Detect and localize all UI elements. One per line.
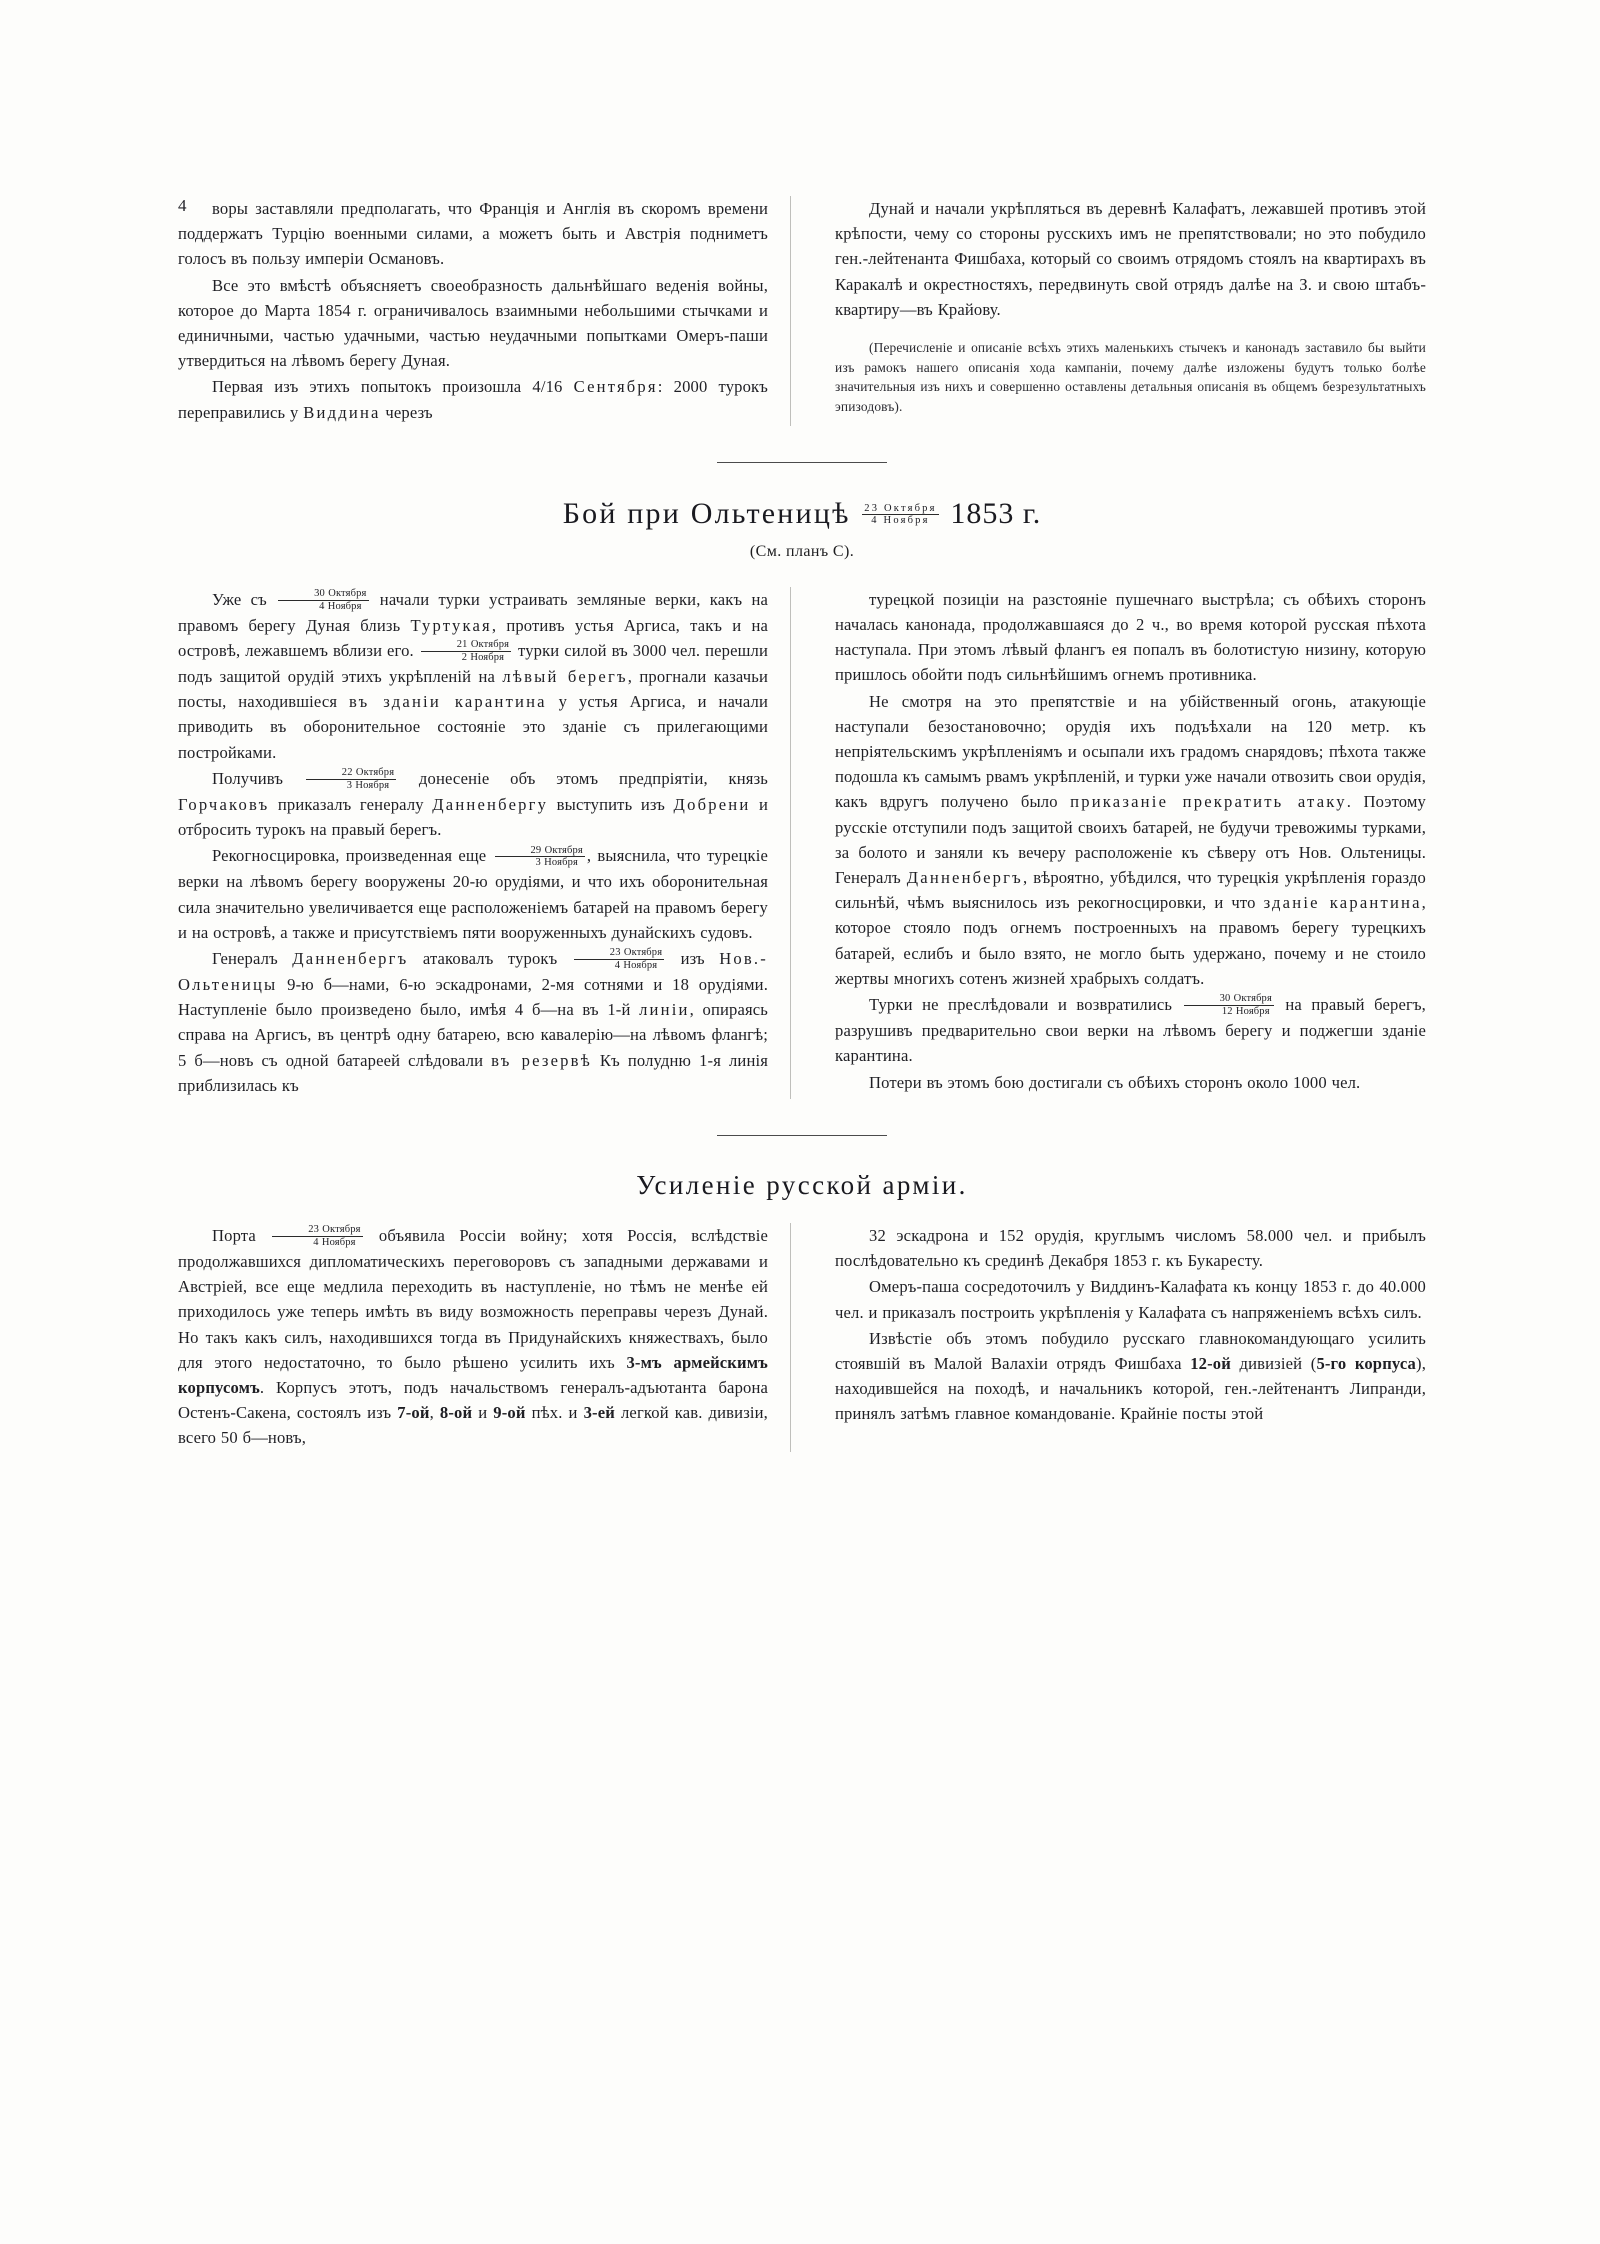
bold-term: 8-ой — [439, 1403, 473, 1423]
paragraph — [178, 374, 768, 424]
text-run: 9-ю б—нами, 6-ю эскадронами, 2-мя сотнями и 18 орудіями. Наступленіе было произведено было, имѣя 4 б—на въ 1-й — [178, 974, 769, 1020]
text-run: турки силой въ 3000 чел. перешли подъ защитой орудій этихъ укрѣпленій на — [178, 641, 769, 687]
date-fraction — [574, 947, 664, 971]
date-fraction-denominator: 4 Ноября — [871, 515, 930, 527]
text-run: Турки не преслѣдовали и возвратились — [869, 995, 1182, 1015]
date-fraction-denominator: 2 Ноября — [461, 651, 505, 663]
text-run: Получивъ — [212, 768, 304, 788]
text-run: Омеръ-паша сосредоточилъ у Виддинъ-Калафата къ концу 1853 г. до 40.000 чел. и приказалъ построить укрѣпленія у Калафата съ напряженіемъ всѣхъ силъ. — [835, 1277, 1426, 1322]
section2 — [178, 1170, 1426, 1452]
date-fraction — [495, 845, 585, 869]
plan-reference: (См. планъ С). — [749, 542, 855, 560]
text-run: и отбросить турокъ на правый берегъ. — [178, 794, 769, 840]
paragraph — [178, 587, 768, 765]
emphasised-name: Нов.-Ольтеницы — [178, 948, 769, 994]
section2-column-right — [835, 1223, 1426, 1452]
paragraph: Дунай и начали укрѣпляться въ деревнѣ Калафатъ, лежавшей противъ этой крѣпости, чему со стороны русскихъ имъ не препятствовали; но это побудило ген.-лейтенанта Фишбаха, который со своимъ отрядомъ стоялъ на квартирахъ въ Каракалѣ и окрестностяхъ, передвинуть свой отрядъ далѣе на З. и свою штабъ-квартиру—въ Крайову. — [835, 199, 1426, 319]
emphasised-name: лѣвый берегъ — [502, 667, 628, 687]
emphasised-name: приказаніе прекратить атаку — [1070, 792, 1347, 812]
emphasised-name: зданіе карантина — [1263, 893, 1422, 913]
date-fraction-denominator: 3 Ноября — [346, 779, 390, 791]
section2-column-left — [178, 1223, 791, 1452]
text-run: Потери въ этомъ бою достигали съ обѣихъ сторонъ около 1000 чел. — [869, 1072, 1361, 1092]
date-fraction-numerator: 23 Октября — [864, 503, 937, 515]
text-run: начали турки устраивать земляные верки, какъ на правомъ берегу Дуная близь — [178, 589, 769, 635]
section2-columns — [178, 1223, 1426, 1452]
paragraph: воры заставляли предполагать, что Франція и Англія въ скоромъ времени поддержатъ Турцію военными силами, а можетъ быть и Австрія подниметъ голосъ въ пользу имперіи Османовъ. — [178, 199, 769, 269]
section-divider — [717, 462, 887, 463]
text-run: у устья Аргиса, и начали приводить въ оборонительное состояніе это зданіе съ прилегающими постройками. — [178, 692, 769, 762]
emphasised-name: Сентября — [573, 377, 658, 397]
text-run: объявила Россіи войну; хотя Россія, вслѣдствіе продолжавшихся дипломатическихъ переговоровъ съ западными державами и Австріей, все еще медлила переходить въ наступленіе, но тѣмъ не менѣе ей приходилось уже теперь имѣть въ виду возможность переправы черезъ Дунай. Но такъ какъ силъ, находившихся тогда въ Придунайскихъ княжествахъ, было для этого недостаточно, то было рѣшено усилить ихъ — [178, 1225, 769, 1372]
bold-term: 3-мъ армейскимъ корпусомъ — [178, 1352, 769, 1397]
bold-term: 12-ой — [1190, 1353, 1231, 1373]
top-column-right — [835, 196, 1426, 426]
date-fraction-numerator: 21 Октября — [421, 639, 511, 651]
paragraph — [835, 992, 1426, 1068]
emphasised-name: Добрени — [673, 794, 751, 814]
page-body — [178, 196, 1426, 1452]
bold-term: 7-ой — [397, 1403, 430, 1423]
date-fraction — [306, 767, 396, 791]
section1-columns — [178, 587, 1426, 1099]
paragraph — [178, 843, 768, 945]
date-fraction-denominator: 4 Ноября — [614, 959, 658, 971]
text-run: , выяснила, что турецкіе верки на лѣвомъ берегу вооружены 20-ю орудіями, и что ихъ оборонительная сила значительно увеличивается еще расположеніемъ батарей на правомъ берегу и на островѣ, а также и присутствіемъ пяти вооруженныхъ дунайскихъ судовъ. — [178, 846, 769, 942]
text-run: : 2000 турокъ переправились у — [178, 377, 768, 422]
paragraph — [178, 946, 768, 1098]
date-fraction — [421, 639, 511, 663]
section-title-reinforcement: Усиленіе русской арміи. — [636, 1169, 968, 1200]
emphasised-name: въ зданіи карантина — [348, 692, 547, 712]
emphasised-name: Виддина — [303, 402, 381, 422]
text-run: , противъ устья Аргиса, такъ и на островѣ, лежавшемъ вблизи его. — [178, 615, 768, 661]
date-fraction — [272, 1224, 362, 1248]
text-run: Не смотря на это препятствіе и на убійственный огонь, атакующіе наступали безостановочно; орудія ихъ подъѣхали на 120 метр. къ непріятельскимъ укрѣпленіямъ и осыпали ихъ градомъ снарядовъ; пѣхота также подошла къ самымъ рвамъ укрѣпленій, и турки уже начали отвозить свои орудія, какъ вдругъ получено было — [835, 691, 1426, 812]
text-run: легкой кав. дивизіи, всего 50 б—новъ, — [178, 1403, 768, 1448]
text-run: Къ полудню 1-я линія приблизилась къ — [178, 1050, 769, 1095]
text-run: Порта — [212, 1225, 271, 1245]
text-run: , — [429, 1403, 440, 1423]
emphasised-name: въ резервѣ — [491, 1050, 592, 1070]
date-fraction-numerator: 23 Октября — [574, 947, 664, 959]
section1-column-right — [835, 587, 1426, 1099]
paragraph — [835, 1070, 1426, 1095]
date-fraction-numerator: 23 Октября — [272, 1224, 362, 1236]
footnote-text: (Перечисленіе и описаніе всѣхъ этихъ маленькихъ стычекъ и канонадъ заставило бы выйти изъ рамокъ нашего описанія хода кампаніи, почему далѣе изложены будутъ только болѣе значительныя изъ нихъ и совершенно оставлены детальныя описанія въ общемъ безрезультатныхъ эпизодовъ). — [835, 340, 1426, 414]
bold-term: 3-ей — [583, 1403, 615, 1423]
paragraph: Все это вмѣстѣ объясняетъ своеобразность дальнѣйшаго веденія войны, которое до Марта 1854 г. ограничивалось взаимными небольшими стычками и единичными, частью удачными, частью неудачными попытками Омеръ-паши утвердиться на лѣвомъ берегу Дуная. — [178, 275, 769, 371]
emphasised-name: Горчаковъ — [178, 794, 270, 814]
text-run: изъ — [666, 948, 720, 968]
page-number: 4 — [178, 196, 187, 215]
paragraph — [835, 1223, 1426, 1273]
text-run: , прогнали казачьи посты, находившіеся — [178, 667, 769, 712]
section-title-text: Бой при Ольтеницѣ — [562, 496, 851, 530]
text-run: 32 эскадрона и 152 орудія, круглымъ числомъ 58.000 чел. и прибылъ послѣдовательно къ срединѣ Декабря 1853 г. къ Букаресту. — [835, 1225, 1426, 1271]
text-run: Извѣстіе объ этомъ побудило русскаго главнокомандующаго усилить стоявшій въ Малой Валахіи отрядъ Фишбаха — [835, 1328, 1426, 1373]
date-fraction-numerator: 22 Октября — [306, 767, 396, 779]
text-run: . Поэтому русскіе отступили подъ защитой своихъ батарей, не будучи тревожимы турками, за болото и заняли къ вечеру расположеніе къ сѣверу отъ Нов. Ольтеницы. Генералъ — [835, 792, 1427, 888]
section1-column-left — [178, 587, 791, 1099]
emphasised-name: Данненбергъ — [292, 948, 409, 968]
bold-term: 5-го корпуса — [1316, 1353, 1417, 1373]
text-run: пѣх. и — [525, 1403, 584, 1423]
text-run: дивизіей ( — [1230, 1353, 1317, 1373]
emphasised-name: Данненбергу — [432, 794, 549, 814]
text-run: атаковалъ турокъ — [408, 948, 572, 968]
text-run: ), находившейся на походѣ, и начальникъ которой, ген.-лейтенантъ Липранди, принялъ затѣмъ главное командованіе. Крайніе посты этой — [835, 1353, 1426, 1424]
text-run: Генералъ — [212, 948, 293, 968]
text-run: , вѣроятно, убѣдился, что турецкія укрѣпленія гораздо сильнѣй, чѣмъ выяснилось изъ рекогносцировки, и что — [835, 868, 1426, 913]
emphasised-name: Данненбергъ — [906, 868, 1023, 888]
section-title-oltenitsa — [178, 497, 1426, 531]
top-columns — [178, 196, 1426, 426]
text-run: на правый берегъ, разрушивъ предварительно свои верки на лѣвомъ берегу и поджегши зданіе карантина. — [835, 995, 1426, 1066]
text-run: выступить изъ — [548, 794, 674, 814]
paragraph — [178, 1223, 768, 1451]
emphasised-name: Туртукая — [410, 615, 492, 635]
date-fraction-denominator: 3 Ноября — [535, 856, 578, 868]
date-fraction-numerator: 29 Октября — [495, 845, 585, 857]
date-fraction — [1184, 993, 1274, 1017]
text-run: . Корпусъ этотъ, подъ начальствомъ генералъ-адъютанта барона Остенъ-Сакена, состоялъ изъ — [178, 1377, 769, 1423]
emphasised-name: линіи — [639, 1000, 690, 1020]
text-run: , которое стояло подъ огнемъ построенныхъ на правомъ берегу турецкихъ батарей, еслибъ и было взято, не могло быть удержано, почему и не стоило жертвы многихъ сотенъ жизней храбрыхъ солдатъ. — [835, 893, 1426, 988]
text-run: , опираясь справа на Аргисъ, въ центрѣ одну батарею, всю кавалерію—на лѣвомъ флангѣ; 5 б—новъ съ одной батареей слѣдовали — [178, 1000, 769, 1070]
text-run: приказалъ генералу — [269, 794, 433, 814]
date-fraction-denominator: 12 Ноября — [1221, 1005, 1270, 1017]
text-run: Уже съ — [212, 589, 277, 609]
date-fraction-numerator: 30 Октября — [1184, 993, 1274, 1005]
paragraph — [835, 1274, 1426, 1324]
date-fraction-denominator: 4 Ноября — [319, 600, 362, 612]
paragraph — [835, 587, 1426, 688]
text-run: черезъ — [380, 402, 433, 422]
paragraph — [178, 766, 768, 842]
section-year: 1853 г. — [950, 496, 1042, 530]
date-fraction — [862, 503, 938, 527]
bold-term: 9-ой — [493, 1403, 526, 1423]
date-fraction — [278, 588, 368, 612]
top-column-left — [178, 196, 791, 426]
text-run: донесеніе объ этомъ предпріятіи, князь — [398, 768, 768, 788]
date-fraction-numerator: 30 Октября — [278, 588, 368, 600]
text-run: турецкой позиціи на разстояніе пушечнаго выстрѣла; съ обѣихъ сторонъ началась канонада, продолжавшаяся до 2 ч., во время которой русская пѣхота наступала. При этомъ лѣвый флангъ ея попалъ въ болотистую низину, которую пришлось обойти подъ сильнѣйшимъ огнемъ противника. — [835, 589, 1426, 685]
text-run: Рекогносцировка, произведенная еще — [212, 846, 493, 866]
paragraph — [835, 1326, 1426, 1427]
paragraph — [835, 689, 1426, 991]
footnote — [835, 338, 1426, 416]
section-divider-2 — [717, 1135, 887, 1136]
text-run: Первая изъ этихъ попытокъ произошла 4/16 — [212, 377, 574, 397]
date-fraction-denominator: 4 Ноября — [313, 1236, 356, 1248]
text-run: и — [472, 1403, 494, 1423]
